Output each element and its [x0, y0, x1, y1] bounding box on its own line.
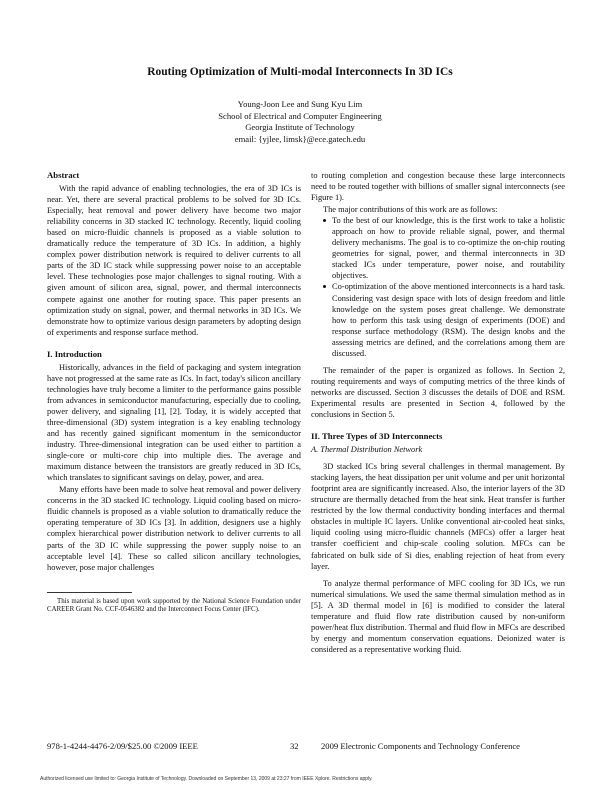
contributions-list	[311, 215, 565, 359]
bullet-icon	[323, 285, 326, 288]
section2-subheading: A. Thermal Distribution Network	[311, 445, 423, 455]
left-column	[47, 170, 301, 573]
contribution-item	[323, 215, 565, 281]
introduction-paragraph-3: to routing completion and congestion because these large interconnects need to be routed together with billions of smaller signal interconnects (see Figure 1).	[311, 171, 565, 203]
author-email: email: {yjlee, limsk}@ece.gatech.edu	[234, 133, 366, 144]
contribution-text: To the best of our knowledge, this is the first work to take a holistic approach on how to provide reliable signal, power, and thermal delivery mechanisms. The goal is to co-optimize the on-chip routing geometries for signal, power, and thermal interconnects in 3D stacked ICs under temperature, power noise, and routability objectives.	[332, 216, 565, 281]
download-notice: Authorized licensed use limited to: Georgia Institute of Technology. Downloaded on September 13, 2009 at 23:27 from IEEE Xplore. Restrictions apply.	[40, 776, 373, 782]
footnote-text: This material is based upon work supported by the National Science Foundation under CAREER Grant No. CCF-0546382 and the Interconnect Focus Center (IFC).	[47, 598, 301, 614]
abstract-text: With the rapid advance of enabling technologies, the era of 3D ICs is near. Yet, there are several practical problems to be solved for 3D ICs. Especially, heat removal and power delivery have become two major reliability concerns in 3D stacked IC technology. Recently, liquid cooling based on micro-fluidic channels is proposed as a viable solution to dramatically reduce the temperature of 3D ICs. In addition, a highly complex power distribution network is required to deliver currents to all parts of the 3D IC stack while suppressing power noise to an acceptable level. These technologies pose major challenges to signal routing. With a given amount of silicon area, signal, power, and thermal interconnects compete against one another for routing space. This paper presents an optimization study on signal, power, and thermal networks in 3D ICs. We demonstrate how to optimize various design parameters by adopting design of experiments and response surface method.	[47, 184, 301, 337]
contribution-text: Co-optimization of the above mentioned interconnects is a hard task. Considering vast design space with lots of design freedom and little knowledge on the system poses great challenge. We demonstrate how to perform this task using design of experiments (DOE) and response surface methodology (RSM). The design knobs and the assessing metrics are defined, and the correlations among them are discussed.	[332, 282, 565, 358]
author-institution: Georgia Institute of Technology	[245, 122, 355, 133]
footer-page-number: 32	[290, 741, 299, 751]
author-block	[0, 99, 600, 145]
author-department: School of Electrical and Computer Engineering	[218, 110, 382, 121]
section2-paragraph-1: 3D stacked ICs bring several challenges in thermal management. By stacking layers, the heat dissipation per unit volume and per unit horizontal footprint area are significantly increased. Also, the interior layers of the 3D structure are thermally detached from the heat sink. Heat transfer is further restricted by the low thermal conductivity bonding interfaces and thermal obstacles in multiple IC layers. Unlike conventional air-cooled heat sinks, liquid cooling using micro-fluidic channels (MFCs) offer a larger heat transfer coefficient and chip-scale cooling solution. MFCs can be fabricated on bulk side of Si dies, enabling rejection of heat from every layer.	[311, 462, 565, 571]
footer-isbn: 978-1-4244-4476-2/09/$25.00 ©2009 IEEE	[47, 741, 198, 751]
footer-conference: 2009 Electronic Components and Technology Conference	[321, 741, 520, 751]
introduction-heading: I. Introduction	[47, 348, 102, 359]
introduction-paragraph-1: Historically, advances in the field of packaging and system integration have not progressed at the same rate as ICs. In fact, today's silicon ancillary technologies have truly become a limiter to the performance gains possible from advances in semiconductor manufacturing, especially due to cooling, power delivery, and signaling [1], [2]. Today, it is widely accepted that three-dimensional (3D) system integration is a key enabling technology and has recently gained significant momentum in the semiconductor industry. Three-dimensional integration can be used either to partition a single-core or multi-core chip into multiple dies. The average and maximum distance between the transistors are greatly reduced in 3D ICs, which translates to significant savings on delay, power, and area.	[47, 362, 301, 483]
introduction-paragraph-2: Many efforts have been made to solve heat removal and power delivery concerns in the 3D stacked IC technology. Liquid cooling based on micro-fluidic channels is proposed as a viable solution to dramatically reduce the operating temperature of 3D ICs [3]. In addition, designers use a highly complex hierarchical power distribution network to deliver currents to all parts of the 3D IC while suppressing the power supply noise to an acceptable level [4]. These so called silicon ancillary technologies, however, pose major challenges	[47, 485, 301, 572]
abstract-heading: Abstract	[47, 170, 80, 180]
section2-heading: II. Three Types of 3D Interconnects	[311, 431, 443, 442]
bullet-icon	[323, 219, 326, 222]
introduction-paragraph-4: The major contributions of this work are as follows:	[323, 205, 498, 215]
right-column	[311, 170, 565, 655]
footnote	[47, 598, 301, 615]
introduction-paragraph-5: The remainder of the paper is organized as follows. In Section 2, routing requirements and ways of computing metrics of the three kinds of networks are discussed. Section 3 discusses the details of DOE and RSM. Experimental results are presented in Section 4, followed by the conclusions in Section 5.	[311, 365, 565, 419]
footnote-rule	[47, 592, 132, 593]
author-names: Young-Joon Lee and Sung Kyu Lim	[237, 99, 363, 109]
section2-paragraph-2: To analyze thermal performance of MFC cooling for 3D ICs, we run numerical simulations. We used the same thermal simulation method as in [5]. A 3D thermal model in [6] is modified to consider the lateral temperature and fluid flow rate distribution caused by non-uniform power/heat flux distribution. Thermal and fluid flow in MFCs are described by energy and momentum conservation equations. Deionized water is considered as a representative working fluid.	[311, 578, 565, 654]
paper-title: Routing Optimization of Multi-modal Interconnects In 3D ICs	[147, 66, 453, 78]
contribution-item	[323, 281, 565, 358]
